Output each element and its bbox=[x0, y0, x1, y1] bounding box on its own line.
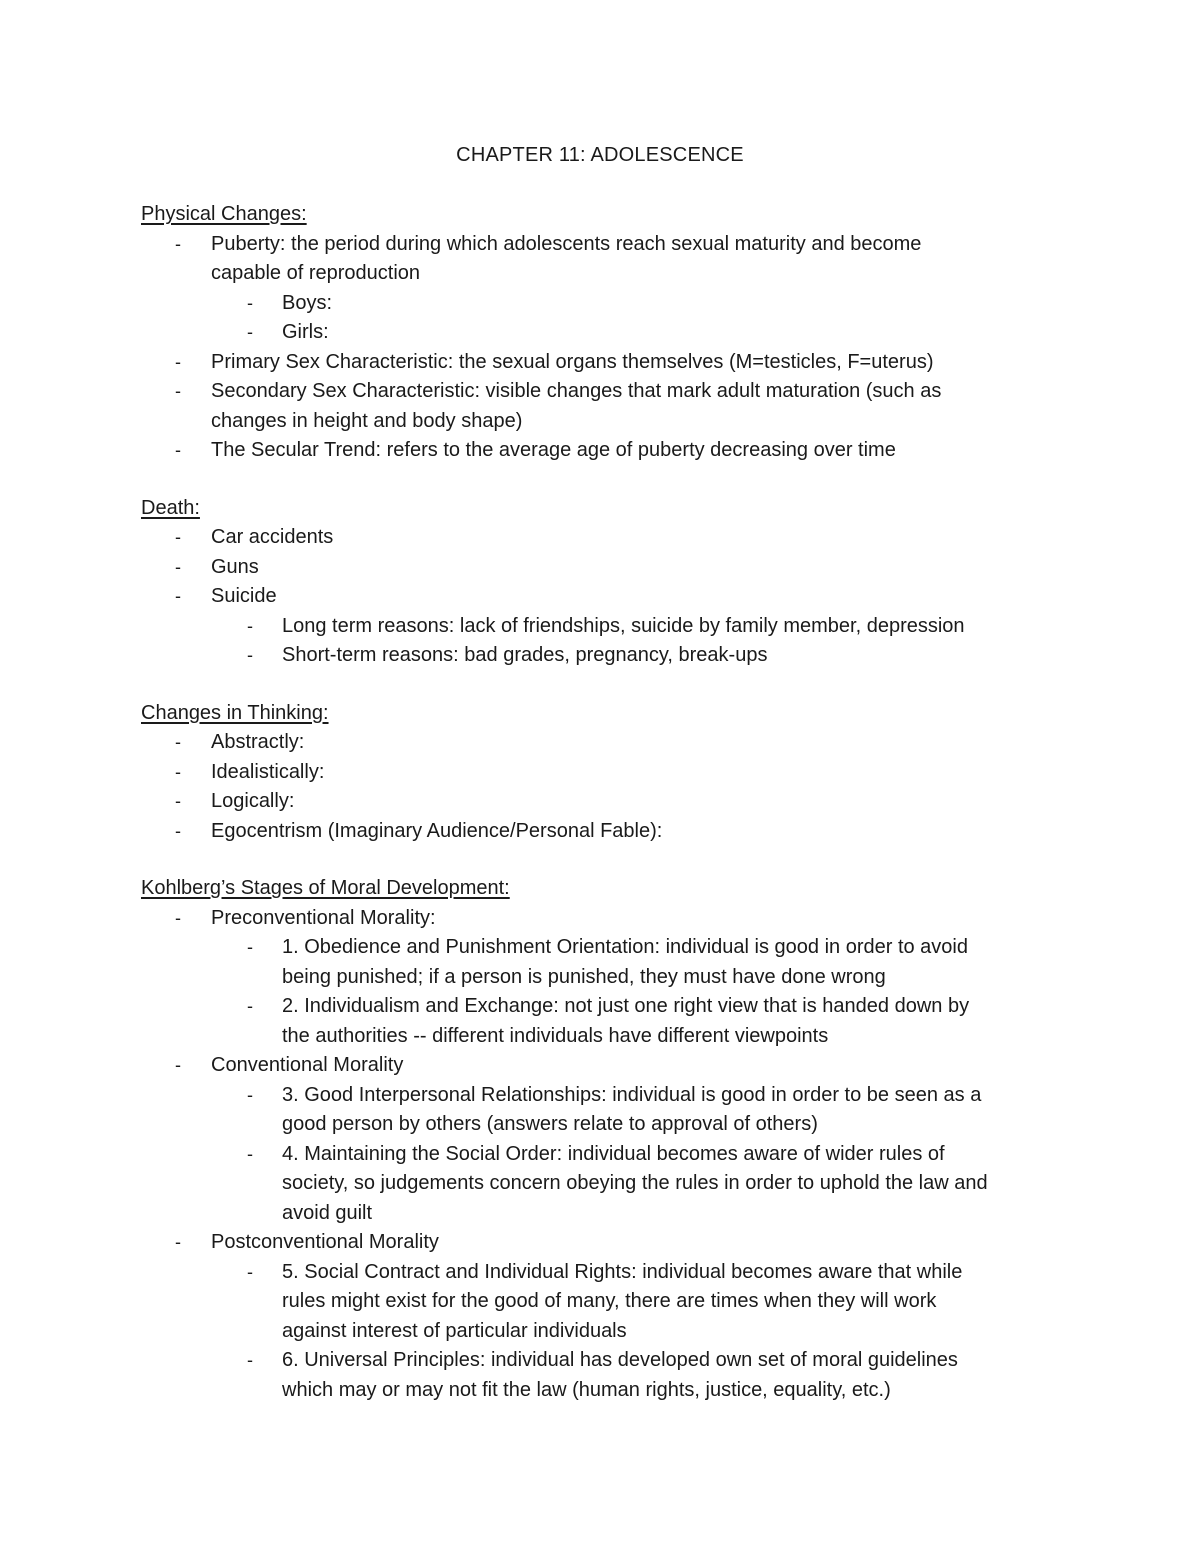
sub-list-item-text: which may or may not fit the law (human rights, justice, equality, etc.) bbox=[282, 1378, 891, 1401]
bullet-dash: - bbox=[175, 1232, 181, 1252]
bullet-dash: - bbox=[175, 791, 181, 811]
list-item-text: Logically: bbox=[211, 790, 295, 812]
bullet-dash: - bbox=[175, 381, 181, 401]
bullet-dash: - bbox=[175, 351, 181, 372]
sub-list-item-text: Girls: bbox=[282, 321, 329, 343]
bullet-dash: - bbox=[175, 527, 181, 547]
sub-bullet-dash: - bbox=[247, 1084, 253, 1105]
sub-list-item-text: 3. Good Interpersonal Relationships: individual is good in order to be seen as a bbox=[282, 1083, 982, 1106]
sub-bullet-dash: - bbox=[247, 1350, 253, 1370]
list-item-text: Idealistically: bbox=[211, 760, 325, 783]
sub-bullet-dash: - bbox=[247, 937, 253, 957]
bullet-dash: - bbox=[175, 1055, 181, 1075]
list-item-text: Suicide bbox=[211, 585, 277, 607]
list-item-text: Abstractly: bbox=[211, 731, 305, 753]
sub-list-item-text: avoid guilt bbox=[282, 1201, 373, 1224]
sub-list-item-text: the authorities -- different individuals have different viewpoints bbox=[282, 1024, 829, 1047]
section-heading: Changes in Thinking: bbox=[141, 701, 329, 724]
sub-list-item-text: against interest of particular individuals bbox=[282, 1319, 627, 1342]
list-item-text: Preconventional Morality: bbox=[211, 906, 436, 929]
bullet-dash: - bbox=[175, 440, 181, 460]
bullet-dash: - bbox=[175, 907, 181, 928]
sub-bullet-dash: - bbox=[247, 292, 253, 313]
bullet-dash: - bbox=[175, 820, 181, 841]
sub-bullet-dash: - bbox=[247, 1261, 253, 1282]
list-item-text: Car accidents bbox=[211, 526, 334, 548]
list-item-text: Secondary Sex Characteristic: visible changes that mark adult maturation (such as bbox=[211, 380, 942, 402]
sub-list-item-text: 4. Maintaining the Social Order: individual becomes aware of wider rules of bbox=[282, 1142, 945, 1165]
sub-list-item-text: 5. Social Contract and Individual Rights: individual becomes aware that while bbox=[282, 1260, 963, 1283]
list-item-text: Primary Sex Characteristic: the sexual organs themselves (M=testicles, F=uterus) bbox=[211, 350, 934, 373]
list-item-text: Egocentrism (Imaginary Audience/Personal Fable): bbox=[211, 819, 663, 842]
sub-list-item-text: 6. Universal Principles: individual has developed own set of moral guidelines bbox=[282, 1349, 958, 1371]
sub-list-item-text: Short-term reasons: bad grades, pregnancy, break-ups bbox=[282, 644, 768, 666]
bullet-dash: - bbox=[175, 586, 181, 606]
list-item-text: Postconventional Morality bbox=[211, 1231, 439, 1253]
page-title: CHAPTER 11: ADOLESCENCE bbox=[456, 144, 744, 166]
list-item-text: capable of reproduction bbox=[211, 262, 421, 284]
list-item-text: Puberty: the period during which adolescents reach sexual maturity and become bbox=[211, 232, 922, 255]
sub-bullet-dash: - bbox=[247, 1143, 253, 1164]
sub-list-item-text: 2. Individualism and Exchange: not just one right view that is handed down by bbox=[282, 995, 970, 1017]
sub-list-item-text: Long term reasons: lack of friendships, suicide by family member, depression bbox=[282, 614, 965, 637]
section-heading: Kohlberg’s Stages of Moral Development: bbox=[141, 877, 510, 899]
sub-list-item-text: 1. Obedience and Punishment Orientation: individual is good in order to avoid bbox=[282, 936, 968, 958]
bullet-dash: - bbox=[175, 233, 181, 254]
sub-bullet-dash: - bbox=[247, 996, 253, 1016]
sub-list-item-text: Boys: bbox=[282, 291, 333, 314]
sub-bullet-dash: - bbox=[247, 615, 253, 636]
section-heading: Physical Changes: bbox=[141, 203, 307, 225]
list-item-text: The Secular Trend: refers to the average age of puberty decreasing over time bbox=[211, 439, 896, 461]
section-heading: Death: bbox=[141, 496, 200, 519]
bullet-dash: - bbox=[175, 761, 181, 782]
sub-list-item-text: good person by others (answers relate to approval of others) bbox=[282, 1113, 818, 1135]
bullet-dash: - bbox=[175, 556, 181, 577]
list-item-text: Guns bbox=[211, 555, 259, 578]
sub-list-item-text: society, so judgements concern obeying the rules in order to uphold the law and bbox=[282, 1172, 988, 1194]
sub-bullet-dash: - bbox=[247, 645, 253, 665]
bullet-dash: - bbox=[175, 732, 181, 752]
list-item-text: changes in height and body shape) bbox=[211, 409, 523, 432]
sub-list-item-text: rules might exist for the good of many, there are times when they will work bbox=[282, 1290, 937, 1312]
sub-list-item-text: being punished; if a person is punished, they must have done wrong bbox=[282, 965, 886, 988]
sub-bullet-dash: - bbox=[247, 322, 253, 342]
list-item-text: Conventional Morality bbox=[211, 1054, 404, 1076]
